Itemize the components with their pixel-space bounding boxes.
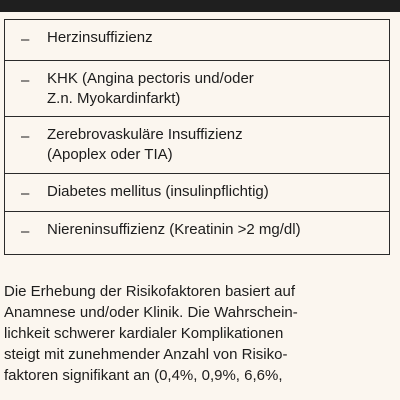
top-divider	[0, 0, 400, 12]
paragraph-line: lichkeit schwerer kardialer Komplikationen	[4, 325, 284, 342]
body-paragraph	[4, 281, 394, 386]
table-row	[5, 117, 389, 174]
row-text-line: Zerebrovaskuläre Insuffizienz	[47, 126, 243, 143]
table-row	[5, 61, 389, 117]
table-row	[5, 174, 389, 212]
cropped-next-line	[4, 390, 394, 400]
dash-marker: –	[21, 223, 30, 240]
dash-marker: –	[21, 185, 30, 202]
row-text-line: KHK (Angina pectoris und/oder	[47, 70, 254, 87]
row-text-line: Niereninsuffizienz (Kreatinin >2 mg/dl)	[47, 221, 301, 238]
paragraph-line: steigt mit zunehmender Anzahl von Risiko-	[4, 346, 288, 363]
paragraph-line: faktoren signifikant an (0,4%, 0,9%, 6,6%,	[4, 367, 283, 384]
dash-marker: –	[21, 72, 30, 89]
paragraph-line: Die Erhebung der Risikofaktoren basiert auf	[4, 283, 295, 300]
row-text-line: Herzinsuffizienz	[47, 29, 153, 46]
risk-factors-table	[4, 19, 390, 255]
dash-marker: –	[21, 128, 30, 145]
table-row	[5, 212, 389, 255]
paragraph-line: Anamnese und/oder Klinik. Die Wahrschein-	[4, 304, 298, 321]
dash-marker: –	[21, 31, 30, 48]
row-text-line: Diabetes mellitus (insulinpflichtig)	[47, 183, 269, 200]
row-text-line: Z.n. Myokardinfarkt)	[47, 90, 181, 107]
table-row	[5, 20, 389, 61]
row-text-line: (Apoplex oder TIA)	[47, 146, 173, 163]
